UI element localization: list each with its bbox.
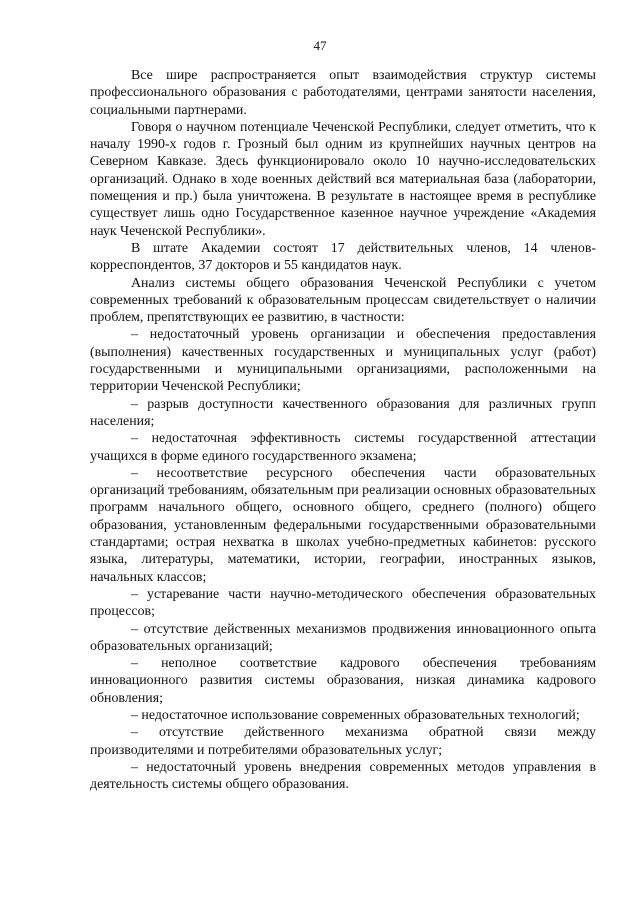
list-item: – неполное соответствие кадрового обеспечения требованиям инновационного развития системы образования, низкая динамика кадрового обновления;	[90, 656, 596, 706]
paragraph: В штате Академии состоят 17 действительных членов, 14 членов-корреспондентов, 37 докторов и 55 кандидатов наук.	[90, 240, 596, 274]
list-item: – отсутствие действенного механизма обратной связи между производителями и потребителями образовательных услуг;	[90, 725, 596, 758]
list-item: – несоответствие ресурсного обеспечения части образовательных организаций требованиям, обязательным при реализации основных образовательных программ начального общего, основного общего, среднего (полного) общего образования, установленным федеральными государственными образовательными стандартами; острая нехватка в школах учебно-предметных кабинетов: русского языка, литературы, математики, истории, географии, иностранных языков, начальных классов;	[90, 465, 596, 585]
page-number: 47	[313, 38, 327, 53]
list-item: – недостаточный уровень внедрения современных методов управления в деятельность системы общего образования.	[90, 759, 596, 793]
paragraph: Анализ системы общего образования Чеченской Республики с учетом современных требований к образовательным процессам свидетельствует о наличии проблем, препятствующих ее развитию, в частности:	[90, 275, 596, 326]
list-item: – недостаточная эффективность системы государственной аттестации учащихся в форме единого государственного экзамена;	[90, 431, 596, 464]
list-item: – недостаточный уровень организации и обеспечения предоставления (выполнения) качественных государственных и муниципальных услуг (работ) государственными и муниципальными организациями, расположенными на территории Чеченской Республики;	[90, 327, 596, 395]
paragraph: Говоря о научном потенциале Чеченской Республики, следует отметить, что к началу 1990-х годов г. Грозный был одним из крупнейших научных центров на Северном Кавказе. Здесь функционировало около 10 научно-исследовательских организаций. Однако в ходе военных действий вся материальная база (лаборатории, помещения и пр.) была уничтожена. В результате в настоящее время в республике существует лишь одно Государственное казенное научное учреждение «Академия наук Чеченской Республики».	[90, 119, 596, 239]
document-body	[90, 67, 596, 793]
list-item: – разрыв доступности качественного образования для различных групп населения;	[90, 396, 596, 429]
list-item: – устаревание части научно-методического обеспечения образовательных процессов;	[90, 586, 596, 620]
paragraph: Все шире распространяется опыт взаимодействия структур системы профессионального образования с работодателями, центрами занятости населения, социальными партнерами.	[90, 68, 596, 118]
list-item: – отсутствие действенных механизмов продвижения инновационного опыта образовательных организаций;	[90, 621, 596, 654]
list-item: – недостаточное использование современных образовательных технологий;	[131, 707, 580, 723]
